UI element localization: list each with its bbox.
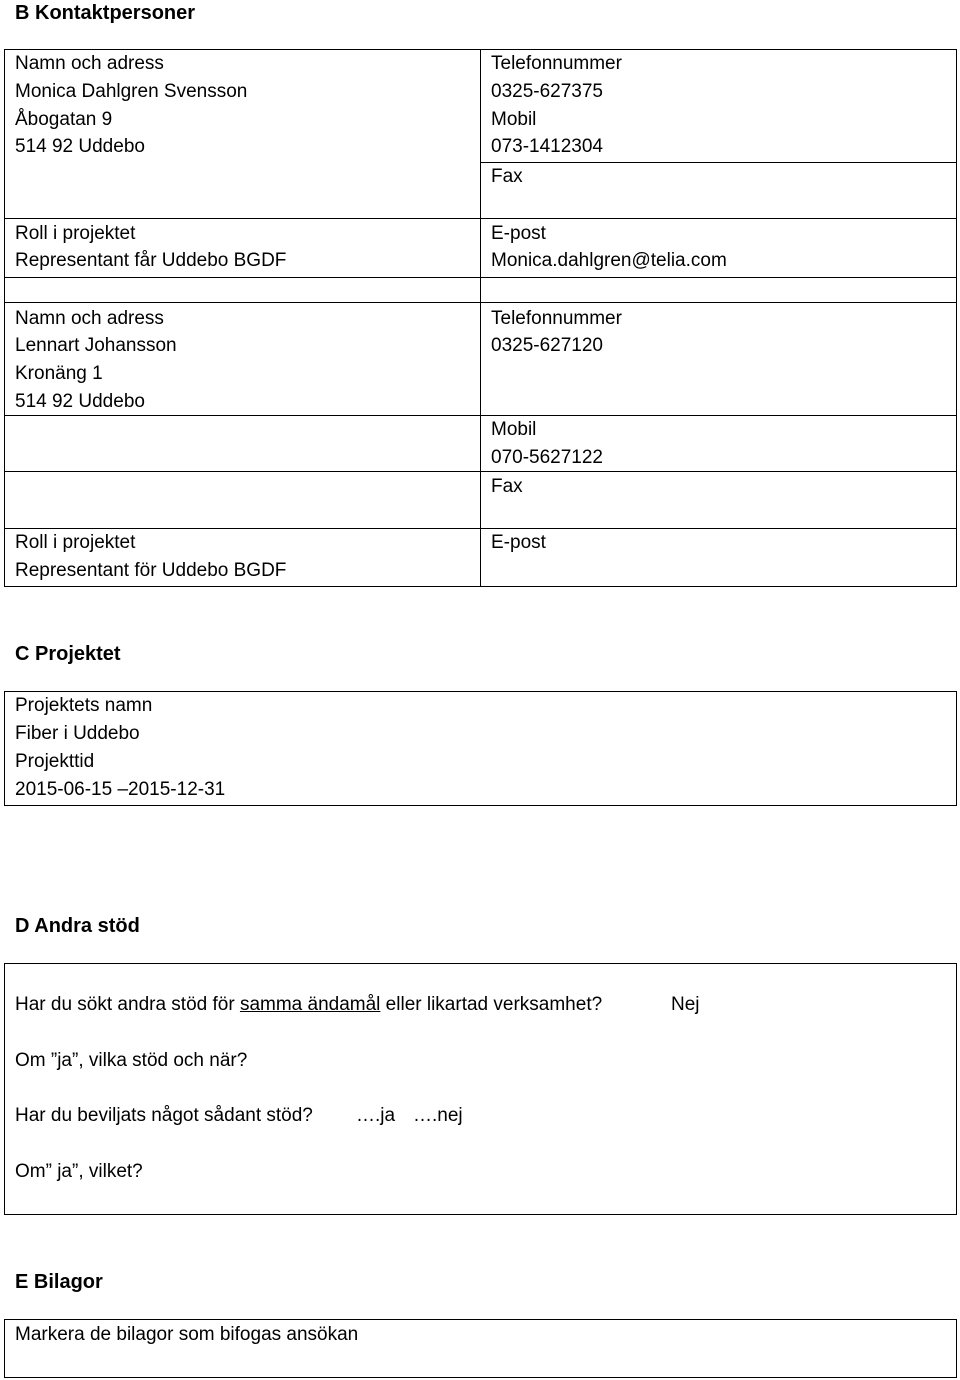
row-line	[4, 302, 957, 303]
support-option-no: ….nej	[413, 1105, 463, 1126]
contact1-city: 514 92 Uddebo	[15, 136, 145, 157]
contact1-email: Monica.dahlgren@telia.com	[491, 250, 727, 271]
contact1-name-label: Namn och adress	[15, 53, 164, 74]
support-question-2: Om ”ja”, vilka stöd och när?	[15, 1050, 248, 1071]
contact2-name: Lennart Johansson	[15, 335, 177, 356]
contact2-city: 514 92 Uddebo	[15, 391, 145, 412]
contact1-phone-label: Telefonnummer	[491, 53, 622, 74]
row-line	[4, 528, 957, 529]
support-question-1-part1: Har du sökt andra stöd för	[15, 994, 240, 1015]
row-line	[4, 277, 957, 278]
section-b-heading: B Kontaktpersoner	[15, 2, 196, 24]
contact1-phone: 0325-627375	[491, 81, 603, 102]
contact2-mobile-label: Mobil	[491, 419, 537, 440]
contact2-street: Kronäng 1	[15, 363, 103, 384]
contact2-email-label: E-post	[491, 532, 546, 553]
contact1-fax-label: Fax	[491, 166, 523, 187]
support-question-1-part2: eller likartad verksamhet?	[380, 994, 603, 1015]
project-name: Fiber i Uddebo	[15, 723, 140, 744]
project-time: 2015-06-15 –2015-12-31	[15, 779, 226, 800]
contact2-role: Representant för Uddebo BGDF	[15, 560, 287, 581]
row-line	[4, 218, 957, 219]
attachments-instruction: Markera de bilagor som bifogas ansökan	[15, 1324, 359, 1345]
contact1-name: Monica Dahlgren Svensson	[15, 81, 248, 102]
section-e-heading: E Bilagor	[15, 1271, 103, 1293]
contact2-mobile: 070-5627122	[491, 447, 603, 468]
support-question-1	[15, 991, 602, 1019]
contact2-fax-label: Fax	[491, 476, 523, 497]
row-line	[4, 415, 957, 416]
contact1-role-label: Roll i projektet	[15, 223, 136, 244]
support-question-1-underlined: samma ändamål	[239, 994, 381, 1015]
contact1-street: Åbogatan 9	[15, 109, 113, 130]
contacts-table-divider	[480, 49, 481, 587]
contact1-email-label: E-post	[491, 223, 546, 244]
support-option-yes: ….ja	[356, 1105, 396, 1126]
contact1-role: Representant får Uddebo BGDF	[15, 250, 287, 271]
row-line	[480, 162, 957, 163]
project-time-label: Projekttid	[15, 751, 95, 772]
support-question-1-answer: Nej	[671, 994, 700, 1015]
contact2-phone: 0325-627120	[491, 335, 603, 356]
row-line	[4, 471, 957, 472]
section-d-heading: D Andra stöd	[15, 915, 140, 937]
contact2-name-label: Namn och adress	[15, 308, 164, 329]
contact2-phone-label: Telefonnummer	[491, 308, 622, 329]
contact2-role-label: Roll i projektet	[15, 532, 136, 553]
section-c-heading: C Projektet	[15, 643, 121, 665]
support-question-4: Om” ja”, vilket?	[15, 1161, 143, 1182]
contact1-mobile-label: Mobil	[491, 109, 537, 130]
project-name-label: Projektets namn	[15, 695, 153, 716]
support-question-3: Har du beviljats något sådant stöd?	[15, 1105, 313, 1126]
contact1-mobile: 073-1412304	[491, 136, 603, 157]
